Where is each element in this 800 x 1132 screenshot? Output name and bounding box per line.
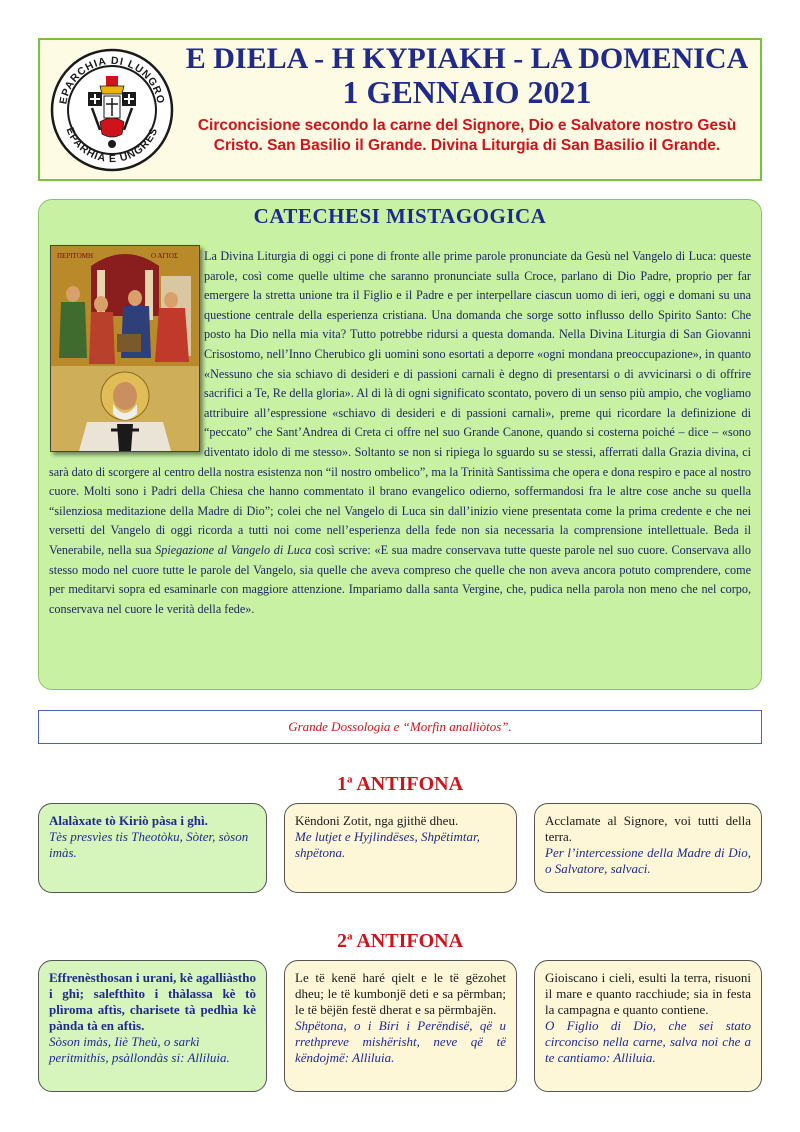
- header-title: E DIELA - Η ΚΥΡΙΑΚΗ - LA DOMENICA: [185, 42, 749, 75]
- antifona2-heading: [0, 930, 800, 953]
- antifona1-greek-trans: Tès presvìes tis Theotòku, Sòter, sòson imàs.: [49, 829, 249, 860]
- antifona2-italian-trans: O Figlio di Dio, che sei stato circonciso nella carne, salva noi che a te cantiamo: Alliluia.: [545, 1018, 751, 1065]
- dossologia-banner: Grande Dossologia e “Morfìn analliòtos”.: [38, 710, 762, 744]
- antifona1-label: ANTIFONA: [356, 773, 464, 795]
- catechesi-box: [38, 199, 762, 690]
- antifona2-number: 2: [336, 930, 347, 952]
- antifona2-italian-main: Gioiscano i cieli, esulti la terra, risuoni il mare e quanto racchiude; sia in festa la campagna e quanto contiene.: [545, 970, 751, 1017]
- antifona2-card-italian: [534, 960, 762, 1092]
- antifona2-sup: a: [346, 930, 353, 943]
- header-date: 1 GENNAIO 2021: [342, 74, 592, 110]
- antifona1-card-italian: [534, 803, 762, 893]
- logo-bottom-text: EPARHIA E UNGRES: [63, 125, 161, 166]
- antifona2-card-greek: [38, 960, 267, 1092]
- antifona2-greek-main: Effrenèsthosan i urani, kè agalliàstho i ghì; salefthìto i thàlassa kè tò plìroma aftìs, charisete tà pedhìa kè pànda tà en aftìs.: [49, 970, 256, 1033]
- antifona1-heading: [0, 773, 800, 796]
- header-subtitle: Circoncisione secondo la carne del Signore, Dio e Salvatore nostro Gesù Cristo. San Basilio il Grande. Divina Liturgia di San Basilio il Grande.: [197, 117, 737, 154]
- antifona2-label: ANTIFONA: [356, 930, 464, 952]
- antifona1-card-albanian: [284, 803, 517, 893]
- antifona1-greek-main: Alalàxate tò Kiriò pàsa i ghì.: [49, 813, 208, 828]
- logo-top-text: EPARCHIA DI LUNGRO: [57, 54, 167, 106]
- antifona2-greek-trans: Sòson imàs, Iiè Theù, o sarkì peritmithis, psàllondàs si: Alliluia.: [49, 1034, 230, 1065]
- antifona1-italian-main: Acclamate al Signore, voi tutti della terra.: [545, 813, 751, 844]
- circumcision-icon-image: [50, 245, 200, 452]
- icon-caption-left: ΠΕΡΙΤΟΜΗ: [57, 252, 94, 260]
- antifona1-card-greek: [38, 803, 267, 893]
- antifona2-albanian-trans: Shpëtona, o i Biri i Perëndisë, që u rrethpreve mishërisht, neve që të këndojmë: Alliluia.: [295, 1018, 506, 1065]
- catechesi-text-part2: così scrive: «E sua madre conservava tutte queste parole nel suo cuore. Conservava allo stesso modo nel cuore tutte le parole del Vangelo, sia quelle che aveva compreso che quelle che non aveva ancora potuto comprendere, come per meditarvi sopra ed esaminarle con maggiore attenzione. Impariamo dalla santa Vergine, che, pudica nella parola non meno che nel corpo, conservava nel cuore le verità della fede».: [49, 542, 751, 616]
- antifona1-number: 1: [336, 773, 347, 795]
- catechesi-book-title: Spiegazione al Vangelo di Luca: [155, 542, 312, 557]
- antifona1-albanian-trans: Me lutjet e Hyjlindëses, Shpëtimtar, shpëtona.: [295, 829, 480, 860]
- icon-caption-right: Ο ΑΓΙΟΣ: [151, 252, 178, 260]
- antifona1-albanian-main: Këndoni Zotit, nga gjithë dheu.: [295, 813, 459, 828]
- antifona1-italian-trans: Per l’intercessione della Madre di Dio, o Salvatore, salvaci.: [545, 845, 751, 876]
- catechesi-title: CATECHESI MISTAGOGICA: [253, 204, 547, 228]
- antifona2-albanian-main: Le të kenë haré qielt e le të gëzohet dheu; le të kumbonjë deti e sa përmban; le të bëjën festë dherat e sa përmbajën.: [295, 970, 506, 1017]
- antifona2-card-albanian: [284, 960, 517, 1092]
- antifona1-sup: a: [346, 773, 353, 786]
- catechesi-text-part1: La Divina Liturgia di oggi ci pone di fronte alle prime parole pronunciate da Gesù nel Vangelo di Luca: queste parole, così come quelle ultime che saranno pronunciate sulla Croce, parlano di Dio Padre, proprio per far emergere la stretta unione tra il Figlio e il Padre e per interpellare ciascun uomo di ieri, oggi e domani su una questione centrale della esperienza cristiana. Una domanda che sorge sotto influsso dello Spirito Santo: Che posto ha Dio nella mia vita? Tutto potrebbe ridursi a questa domanda. Nella Divina Liturgia di San Giovanni Crisostomo, nell’Inno Cherubico gli uomini sono esortati a deporre «ogni mondana preoccupazione», in quanto «Nessuno che sia schiavo di desideri e di passioni carnali è degno di presentarsi o di avvicinarsi o di offrire sacrifici a Te, Re della gloria». Al di là di ogni significato scontato, povero di un senso più ampio, che vogliamo attribuire all’espressione «schiavo di desideri e di passioni carnali», preme qui ricordare la definizione di “peccato” che Sant’Andrea di Creta ci offre nel suo Grande Canone, quando si costerna poiché – dice – «sono diventato idolo di me stesso». Soltanto se non si ripiega lo sguardo su se stessi, afferrati dalla Grazia divina, ci sarà dato di scorgere al centro della nostra esistenza non “il nostro ombelico”, ma la Trinità Santissima che opera e dona respiro e pace al nostro cuore. Molti sono i Padri della Chiesa che hanno commentato il brano evangelico odierno, soffermandosi fra le altre cose anche su quella “silenziosa meditazione della Madre di Dio”; colei che nel Vangelo di Luca sin dall’inizio viene presentata come la prima credente e che nei versetti del Vangelo di oggi ricorda a tutti noi come nell’esperienza della fede non sia necessaria la comprensione intellettuale. Beda il Venerabile, nella sua: [49, 249, 751, 557]
- eparchy-logo: [50, 48, 174, 172]
- header-box: [38, 38, 762, 181]
